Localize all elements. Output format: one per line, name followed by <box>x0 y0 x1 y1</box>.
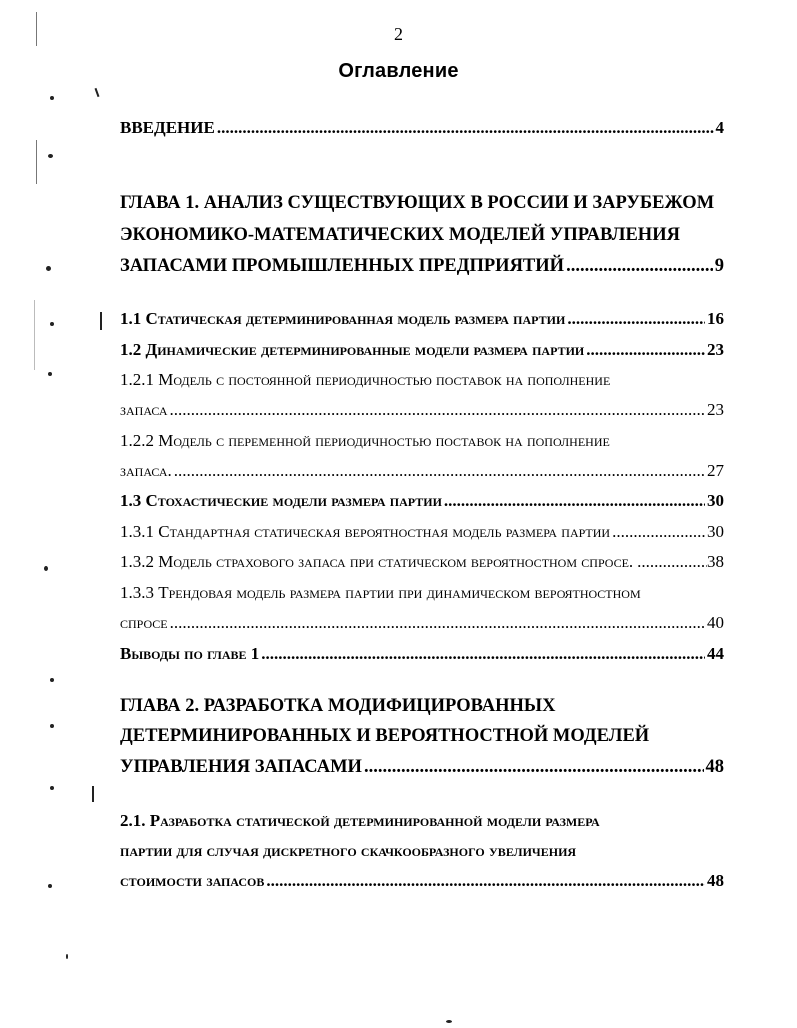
toc-entry-2-1-line1: 2.1. Разработка статической детерминированной модели размера <box>120 811 600 830</box>
dot-leader <box>261 644 705 664</box>
toc-entry-label: УПРАВЛЕНИЯ ЗАПАСАМИ <box>120 757 362 777</box>
toc-entry-1-3-2[interactable] <box>120 552 724 572</box>
toc-page-number: 48 <box>705 757 724 777</box>
page-number: 2 <box>394 24 403 44</box>
toc-entry-1-3-3-line1: 1.3.3 Трендовая модель размера партии при динамическом вероятностном <box>120 583 641 602</box>
dot-leader <box>444 491 705 511</box>
chapter2-title-line2: ДЕТЕРМИНИРОВАННЫХ И ВЕРОЯТНОСТНОЙ МОДЕЛЕЙ <box>120 726 650 746</box>
toc-page-number: 16 <box>707 309 724 328</box>
chapter2-title-line1: ГЛАВА 2. РАЗРАБОТКА МОДИФИЦИРОВАННЫХ <box>120 696 556 716</box>
toc-entry-chapter2[interactable] <box>120 757 724 778</box>
toc-entry-label: запаса. <box>120 461 172 480</box>
toc-entry-label: 1.3.2 Модель страхового запаса при статическом вероятностном спросе. <box>120 552 634 571</box>
scan-speck <box>46 266 51 271</box>
toc-entry-conclusions-1[interactable] <box>120 644 724 664</box>
dot-leader <box>266 871 705 891</box>
toc-entry-1-3[interactable] <box>120 491 724 511</box>
dot-leader <box>174 461 705 481</box>
toc-entry-label: Выводы по главе 1 <box>120 644 260 663</box>
dot-leader <box>364 757 704 778</box>
toc-entry-label: ВВЕДЕНИЕ <box>120 118 215 137</box>
scan-speck <box>50 786 54 790</box>
toc-entry-1-3-3[interactable] <box>120 613 724 633</box>
scan-speck <box>48 884 52 888</box>
toc-entry-label: 1.3.1 Стандартная статическая вероятностная модель размера партии <box>120 522 611 541</box>
dot-leader <box>217 118 714 138</box>
toc-entry-1-2-1-line1: 1.2.1 Модель с постоянной периодичностью поставок на пополнение <box>120 370 611 389</box>
toc-entry-label: запаса <box>120 400 168 419</box>
dot-leader <box>170 613 705 633</box>
dot-leader <box>612 522 705 542</box>
scan-edge-mark <box>36 140 37 184</box>
chapter1-title-line1: ГЛАВА 1. АНАЛИЗ СУЩЕСТВУЮЩИХ В РОССИИ И ЗАРУБЕЖОМ <box>120 193 715 213</box>
toc-entry-1-3-1[interactable] <box>120 522 724 542</box>
toc-page-number: 30 <box>707 491 724 510</box>
toc-entry-1-2-2[interactable] <box>120 461 724 481</box>
dot-leader <box>637 552 707 572</box>
scan-speck <box>50 96 54 100</box>
toc-entry-label: спросе <box>120 613 168 632</box>
toc-entry-1-1[interactable] <box>120 309 724 329</box>
scan-speck <box>50 678 54 682</box>
toc-entry-label: 1.2 Динамические детерминированные модели размера партии <box>120 340 585 359</box>
toc-page-number: 9 <box>714 256 724 276</box>
dot-leader <box>566 256 713 277</box>
toc-page-number: 30 <box>707 522 724 541</box>
dot-leader <box>586 340 705 360</box>
toc-page-number: 48 <box>707 871 724 890</box>
toc-entry-chapter1[interactable] <box>120 256 724 277</box>
scan-speck <box>95 88 100 97</box>
scan-speck <box>66 954 68 959</box>
scan-speck <box>48 154 53 158</box>
toc-entry-intro[interactable] <box>120 118 724 138</box>
scan-speck <box>446 1020 452 1023</box>
scan-speck <box>100 312 102 330</box>
toc-entry-1-2-2-line1: 1.2.2 Модель с переменной периодичностью поставок на пополнение <box>120 431 610 450</box>
scan-speck <box>44 566 48 571</box>
toc-page-number: 23 <box>707 340 724 359</box>
scan-speck <box>50 322 54 326</box>
toc-entry-label: 1.3 Стохастические модели размера партии <box>120 491 442 510</box>
toc-entry-label: ЗАПАСАМИ ПРОМЫШЛЕННЫХ ПРЕДПРИЯТИЙ <box>120 256 565 276</box>
toc-page-number: 40 <box>707 613 724 632</box>
scan-edge-mark <box>34 300 35 370</box>
toc-entry-2-1[interactable] <box>120 871 724 891</box>
scan-speck <box>48 372 52 376</box>
scan-edge-mark <box>36 12 37 46</box>
toc-entry-label: 1.1 Статическая детерминированная модель размера партии <box>120 309 566 328</box>
toc-page-number: 44 <box>707 644 724 663</box>
toc-page-number: 4 <box>715 118 724 137</box>
toc-entry-2-1-line2: партии для случая дискретного скачкообразного увеличения <box>120 841 577 860</box>
page-title: Оглавление <box>338 60 459 82</box>
scan-speck <box>50 724 54 728</box>
scan-speck <box>92 786 94 802</box>
dot-leader <box>169 400 705 420</box>
toc-entry-1-2-1[interactable] <box>120 400 724 420</box>
chapter1-title-line2: ЭКОНОМИКО-МАТЕМАТИЧЕСКИХ МОДЕЛЕЙ УПРАВЛЕНИЯ <box>120 225 680 245</box>
toc-page-number: 27 <box>707 461 724 480</box>
toc-page-number: 23 <box>707 400 724 419</box>
dot-leader <box>567 309 705 329</box>
toc-entry-1-2[interactable] <box>120 340 724 360</box>
toc-page-number: 38 <box>707 552 724 571</box>
toc-entry-label: стоимости запасов <box>120 871 265 890</box>
